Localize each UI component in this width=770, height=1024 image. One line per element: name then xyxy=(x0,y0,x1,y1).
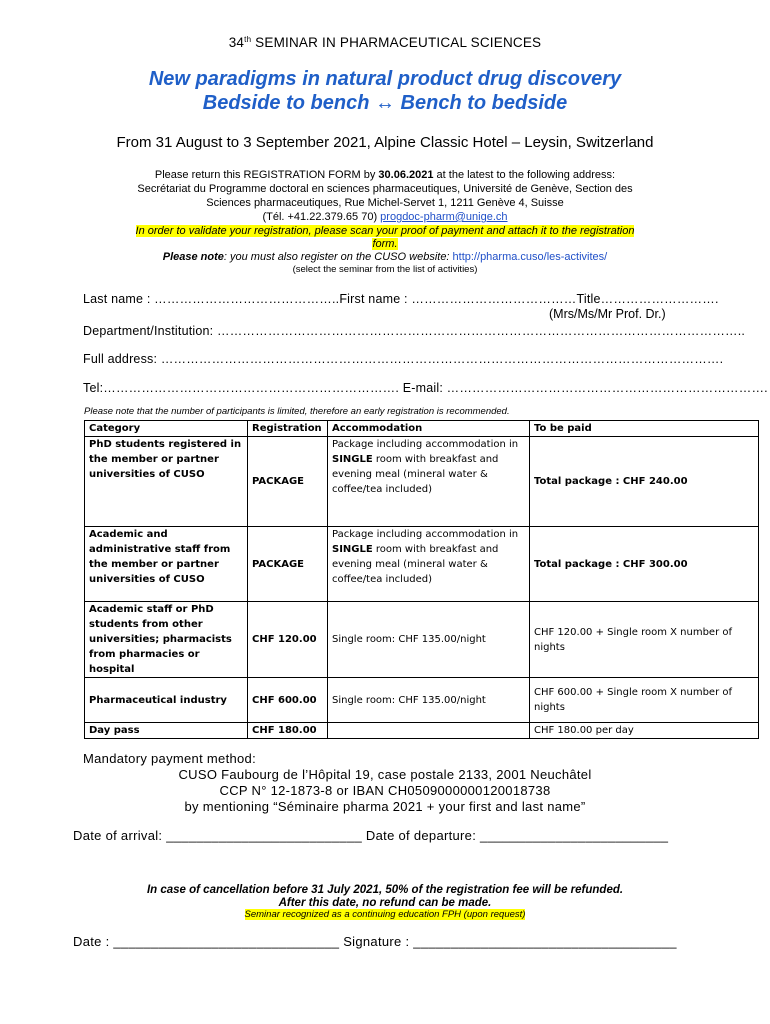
table-row xyxy=(85,437,759,527)
header-to-be-paid: To be paid xyxy=(530,421,759,437)
row-category: Pharmaceutical industry xyxy=(85,678,248,723)
row-category: Academic staff or PhD students from other universities; pharmacists from pharmacies or hospital xyxy=(85,602,248,678)
table-note: Please note that the number of participants is limited, therefore an early registration is recommended. xyxy=(84,406,510,417)
payment-label: Mandatory payment method: xyxy=(83,751,256,766)
name-field[interactable]: Last name : ……………………………………..First name : …………………………………Title………………………. xyxy=(83,292,719,306)
title-line-2: Bedside to bench ↔ Bench to bedside xyxy=(202,92,568,114)
row-to-be-paid: CHF 600.00 + Single room X number of nights xyxy=(530,678,759,723)
payment-line-1: CUSO Faubourg de l’Hôpital 19, case postale 2133, 2001 Neuchâtel xyxy=(178,767,592,782)
seminar-heading: 34th SEMINAR IN PHARMACEUTICAL SCIENCES xyxy=(228,35,542,50)
row-category: Academic and administrative staff from the member or partner universities of CUSO xyxy=(85,527,248,602)
cuso-note: Please note: you must also register on the CUSO website: http://pharma.cuso/les-activites/ xyxy=(162,251,608,263)
row-to-be-paid: Total package : CHF 300.00 xyxy=(530,527,759,602)
cancellation-line-2: After this date, no refund can be made. xyxy=(278,897,492,909)
row-registration: CHF 180.00 xyxy=(248,723,328,739)
arrival-departure-field[interactable]: Date of arrival: __________________________ Date of departure: _________________________ xyxy=(73,828,669,843)
header-category: Category xyxy=(85,421,248,437)
row-accommodation: Package including accommodation in SINGLE room with breakfast and evening meal (mineral water & coffee/tea included) xyxy=(328,527,530,602)
row-registration: CHF 600.00 xyxy=(248,678,328,723)
dates-location: From 31 August to 3 September 2021, Alpine Classic Hotel – Leysin, Switzerland xyxy=(116,134,654,151)
table-row xyxy=(85,602,759,678)
tel-email-field[interactable]: Tel:……………………………………………………………. E-mail: …………………………………………………………………. xyxy=(83,381,768,395)
row-accommodation: Single room: CHF 135.00/night xyxy=(328,678,530,723)
table-row xyxy=(85,723,759,739)
payment-line-3: by mentioning “Séminaire pharma 2021 + your first and last name” xyxy=(184,799,586,814)
table-row xyxy=(85,527,759,602)
row-registration: PACKAGE xyxy=(248,437,328,527)
registration-table xyxy=(84,420,759,739)
row-registration: CHF 120.00 xyxy=(248,602,328,678)
fph-note: Seminar recognized as a continuing education FPH (upon request) xyxy=(244,909,526,920)
contact-line: (Tél. +41.22.379.65 70) progdoc-pharm@unige.ch xyxy=(262,211,508,223)
address-field[interactable]: Full address: ……………………………………………………………………………………………………………………. xyxy=(83,352,724,366)
header-accommodation: Accommodation xyxy=(328,421,530,437)
return-instruction: Please return this REGISTRATION FORM by 30.06.2021 at the latest to the following address: xyxy=(154,169,616,181)
row-accommodation xyxy=(328,723,530,739)
date-signature-field[interactable]: Date : ______________________________ Signature : ___________________________________ xyxy=(73,934,677,949)
cancellation-line-1: In case of cancellation before 31 July 2021, 50% of the registration fee will be refunded. xyxy=(146,884,624,896)
validate-note-2: form. xyxy=(372,238,398,250)
address-line-2: Sciences pharmaceutiques, Rue Michel-Servet 1, 1211 Genève 4, Suisse xyxy=(206,197,564,209)
table-header-row xyxy=(85,421,759,437)
row-accommodation: Package including accommodation in SINGLE room with breakfast and evening meal (mineral water & coffee/tea included) xyxy=(328,437,530,527)
title-options: (Mrs/Ms/Mr Prof. Dr.) xyxy=(549,307,666,321)
validate-note-1: In order to validate your registration, please scan your proof of payment and attach it to the registration xyxy=(135,225,635,237)
payment-line-2: CCP N° 12-1873-8 or IBAN CH0509000000120018738 xyxy=(219,783,551,798)
row-to-be-paid: CHF 180.00 per day xyxy=(530,723,759,739)
row-to-be-paid: CHF 120.00 + Single room X number of nights xyxy=(530,602,759,678)
title-line-1: New paradigms in natural product drug discovery xyxy=(148,68,622,90)
table-row xyxy=(85,678,759,723)
row-category: Day pass xyxy=(85,723,248,739)
row-accommodation: Single room: CHF 135.00/night xyxy=(328,602,530,678)
header-registration: Registration xyxy=(248,421,328,437)
email-link[interactable]: progdoc-pharm@unige.ch xyxy=(380,211,508,223)
select-hint: (select the seminar from the list of activities) xyxy=(292,264,478,275)
row-registration: PACKAGE xyxy=(248,527,328,602)
address-line-1: Secrétariat du Programme doctoral en sciences pharmaceutiques, Université de Genève, Section des xyxy=(137,183,633,195)
row-to-be-paid: Total package : CHF 240.00 xyxy=(530,437,759,527)
department-field[interactable]: Department/Institution: …………………………………………………………………………………………………………….. xyxy=(83,324,746,338)
cuso-link[interactable]: http://pharma.cuso/les-activites/ xyxy=(452,251,608,263)
row-category: PhD students registered in the member or partner universities of CUSO xyxy=(85,437,248,527)
